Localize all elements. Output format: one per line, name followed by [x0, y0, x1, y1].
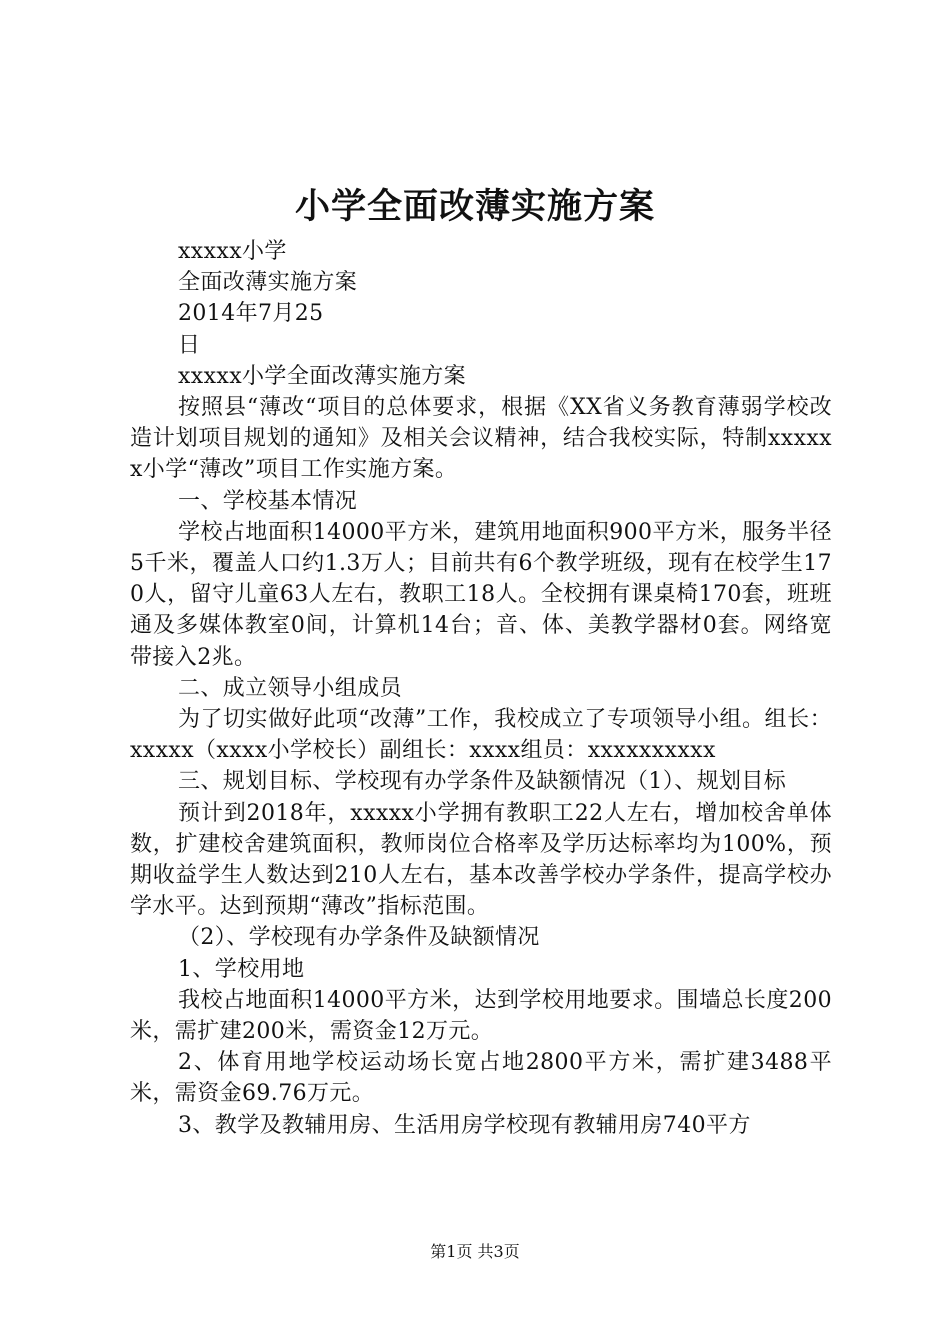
item-heading-land: 1、学校用地	[178, 956, 305, 982]
section-heading-goals: 三、规划目标、学校现有办学条件及缺额情况（1）、规划目标	[178, 769, 787, 795]
paragraph-date-day: 日	[178, 332, 201, 358]
paragraph-plan-name: 全面改薄实施方案	[178, 270, 358, 296]
paragraph-leadership: 为了切实做好此项“改薄”工作，我校成立了专项领导小组。组长：xxxxx（xxxx小学校长）副组长：xxxx组员：xxxxxxxxxx	[130, 707, 832, 764]
paragraph-buildings: 3、教学及教辅用房、生活用房学校现有教辅用房740平方	[178, 1112, 751, 1138]
paragraph-intro: 按照县“薄改“项目的总体要求，根据《XX省义务教育薄弱学校改造计划项目规划的通知》及相关会议精神，结合我校实际，特制xxxxxx小学“薄改”项目工作实施方案。	[130, 395, 832, 483]
paragraph-goals: 预计到2018年，xxxxx小学拥有教职工22人左右，增加校舍单体数，扩建校舍建筑面积，教师岗位合格率及学历达标率均为100%，预期收益学生人数达到210人左右，基本改善学校办学条件，提高学校办学水平。达到预期“薄改”指标范围。	[130, 800, 832, 920]
section-heading-basic-info: 一、学校基本情况	[178, 488, 358, 514]
document-title: 小学全面改薄实施方案	[294, 186, 655, 227]
paragraph-basic-info: 学校占地面积14000平方米，建筑用地面积900平方米，服务半径5千米，覆盖人口约1.3万人；目前共有6个教学班级，现有在校学生170人，留守儿童63人左右，教职工18人。全校拥有课桌椅170套，班班通及多媒体教室0间，计算机14台；音、体、美教学器材0套。网络宽带接入2兆。	[130, 519, 832, 670]
section-heading-leadership: 二、成立领导小组成员	[178, 675, 403, 701]
paragraph-sports-land: 2、体育用地学校运动场长宽占地2800平方米，需扩建3488平米，需资金69.76万元。	[130, 1050, 832, 1107]
page-footer: 第1页 共3页	[430, 1242, 520, 1261]
document-body	[130, 236, 832, 1141]
subsection-heading-conditions: （2）、学校现有办学条件及缺额情况	[178, 925, 540, 951]
paragraph-subtitle: xxxxx小学全面改薄实施方案	[178, 363, 467, 389]
paragraph-school-name: xxxxx小学	[178, 239, 287, 264]
paragraph-date: 2014年7月25	[178, 301, 324, 327]
paragraph-land: 我校占地面积14000平方米，达到学校用地要求。围墙总长度200米，需扩建200米，需资金12万元。	[130, 987, 832, 1045]
